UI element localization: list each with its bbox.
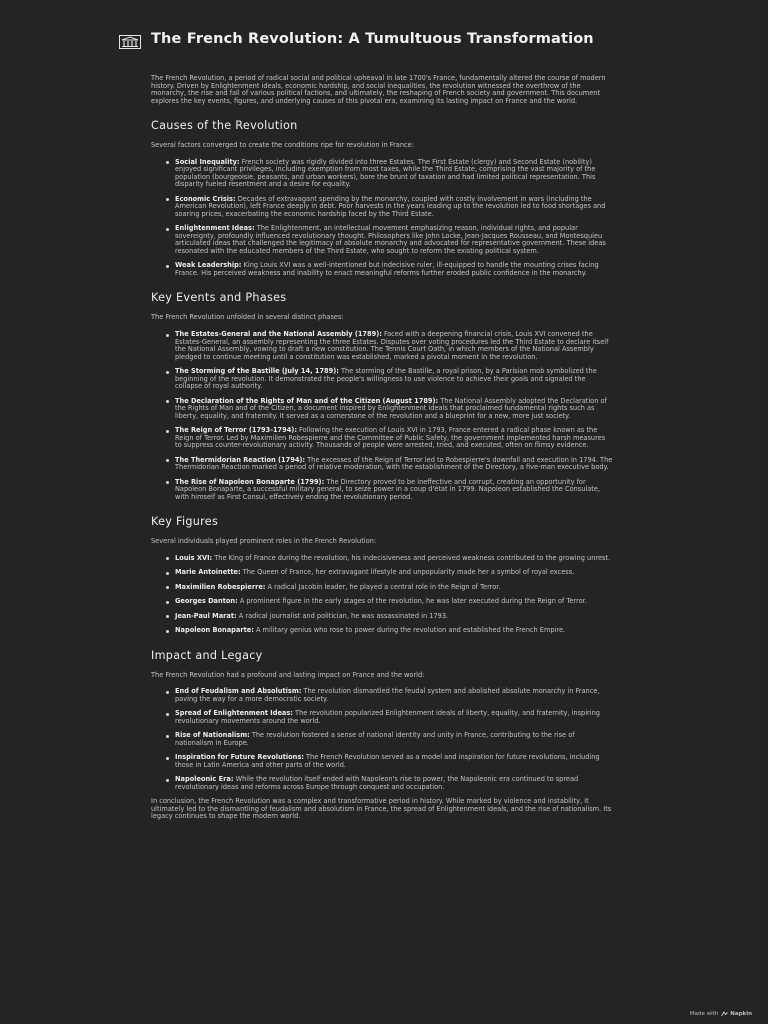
list-item (175, 262, 613, 277)
list-item-text: The storming of the Bastille, a royal prison, by a Parisian mob symbolized the beginning of the revolution. It demonstrated the people's willingness to use violence to achieve their goals and signaled the collapse of royal authority. (175, 367, 597, 391)
list-item (175, 569, 613, 577)
list-item-term: Napoleonic Era: (175, 775, 234, 784)
intro-paragraph: The French Revolution, a period of radical social and political upheaval in late 1700's France, fundamentally altered the course of modern history. Driven by Enlightenment ideals, economic hardship, and social inequalities, the revolution witnessed the overthrow of the monarchy, the rise and fall of various political factions, and ultimately, the reshaping of French society and government. This document explores the key events, figures, and underlying causes of this pivotal era, examining its lasting impact on France and the world. (151, 74, 606, 105)
sections-container (119, 119, 613, 821)
made-with-label: Made with (689, 1011, 719, 1017)
section (151, 291, 613, 501)
list-item (175, 688, 613, 703)
list-item-text: The Queen of France, her extravagant lifestyle and unpopularity made her a symbol of royal excess. (240, 568, 575, 577)
list-item-term: Social Inequality: (175, 157, 240, 166)
list-item-term: Weak Leadership: (175, 261, 242, 270)
list-item-text: Following the execution of Louis XVI in 1793, France entered a radical phase known as the Reign of Terror. Led by Maximilien Robespierre and the Committee of Public Safety, the government implemented harsh measures to suppress counter-revolutionary activity. Thousands of people were arrested, tried, and executed, often on flimsy evidence. (175, 426, 606, 450)
list-item (175, 732, 613, 747)
list-item-term: Marie Antoinette: (175, 568, 241, 577)
list-item-term: The Storming of the Bastille (July 14, 1789): (175, 367, 339, 376)
list-item-term: Georges Danton: (175, 597, 238, 606)
list-item (175, 159, 613, 189)
list-item (175, 368, 613, 391)
bullet-list (151, 688, 613, 791)
list-item-text: The Enlightenment, an intellectual movement emphasizing reason, individual rights, and popular sovereignty, profoundly influenced revolutionary thought. Philosophers like John Locke, Jean-Jacques Rousseau, and Montesquieu articulated ideas that challenged the legitimacy of absolute monarchy and advocated for representative government. These ideas resonated with the educated members of the Third Estate, who sought to reform the existing political system. (175, 224, 606, 255)
list-item-term: Louis XVI: (175, 553, 213, 562)
list-item-text: King Louis XVI was a well-intentioned but indecisive ruler, ill-equipped to handle the mounting crises facing France. His perceived weakness and inability to enact meaningful reforms further eroded public confidence in the monarchy. (175, 261, 599, 277)
list-item-term: Maximilien Robespierre: (175, 582, 266, 591)
section-intro: The French Revolution unfolded in several distinct phases: (151, 313, 344, 322)
list-item (175, 196, 613, 219)
section (151, 515, 613, 635)
brand-label: Napkin (730, 1011, 752, 1017)
title-row (119, 32, 613, 49)
list-item (175, 627, 613, 635)
list-item-text: Decades of extravagant spending by the monarchy, coupled with costly involvement in wars (including the American Revolution), left France deeply in debt. Poor harvests in the years leading up to the revolution led to food shortages and soaring prices, exacerbating the economic hardship faced by the Third Estate. (175, 194, 606, 218)
list-item (175, 598, 613, 606)
section-heading: Impact and Legacy (151, 648, 263, 662)
list-item-text: The National Assembly adopted the Declaration of the Rights of Man and of the Citizen, a document inspired by Enlightenment ideals that proclaimed fundamental rights such as liberty, equality, and fraternity. It served as a cornerstone of the revolution and a blueprint for a new, more just society. (175, 396, 607, 420)
section-heading: Key Events and Phases (151, 291, 287, 305)
list-item-term: The Estates-General and the National Assembly (1789): (175, 330, 382, 339)
section (151, 119, 613, 277)
list-item (175, 555, 613, 563)
list-item (175, 225, 613, 255)
list-item-term: End of Feudalism and Absolutism: (175, 687, 302, 696)
document (119, 32, 613, 821)
list-item (175, 398, 613, 421)
section-intro: Several factors converged to create the conditions ripe for revolution in France: (151, 141, 414, 150)
list-item-term: Rise of Nationalism: (175, 731, 250, 740)
list-item-term: Inspiration for Future Revolutions: (175, 753, 304, 762)
list-item (175, 776, 613, 791)
section-intro: Several individuals played prominent roles in the French Revolution: (151, 537, 377, 546)
list-item-text: French society was rigidly divided into three Estates. The First Estate (clergy) and Second Estate (nobility) enjoyed significant privileges, including exemption from most taxes, while the Third Estate, comprising the vast majority of the population (bourgeoisie, peasants, and urban workers), bore the brunt of taxation and had limited political representation. This disparity fueled resentment and a desire for equality. (175, 157, 596, 189)
bullet-list (151, 159, 613, 278)
list-item-term: The Declaration of the Rights of Man and of the Citizen (August 1789): (175, 396, 439, 405)
bullet-list (151, 331, 613, 501)
section-heading: Causes of the Revolution (151, 119, 298, 133)
list-item-text: A radical Jacobin leader, he played a central role in the Reign of Terror. (265, 582, 501, 591)
list-item-text: The excesses of the Reign of Terror led to Robespierre's downfall and execution in 1794. The Thermidorian Reaction marked a period of relative moderation, with the establishment of the Directory, a five-man executive body. (175, 455, 613, 472)
section-intro: The French Revolution had a profound and lasting impact on France and the world: (151, 670, 425, 679)
list-item-term: Enlightenment Ideas: (175, 224, 255, 233)
list-item-term: Napoleon Bonaparte: (175, 626, 254, 635)
list-item (175, 457, 613, 472)
document-title: The French Revolution: A Tumultuous Transformation (151, 31, 594, 47)
building-columns-icon (119, 35, 141, 49)
list-item (175, 584, 613, 592)
list-item (175, 754, 613, 769)
list-item (175, 479, 613, 502)
list-item-text: The revolution popularized Enlightenment ideals of liberty, equality, and fraternity, inspiring revolutionary movements around the world. (175, 709, 600, 725)
list-item-text: While the revolution itself ended with Napoleon's rise to power, the Napoleonic era continued to spread revolutionary ideas and reforms across Europe through conquest and occupation. (175, 775, 579, 791)
list-item-text: The revolution fostered a sense of national identity and unity in France, contributing to the rise of nationalism in Europe. (175, 731, 575, 747)
list-item-text: The French Revolution served as a model and inspiration for future revolutions, including those in Latin America and other parts of the world. (175, 753, 600, 769)
list-item-text: A military genius who rose to power during the revolution and established the French Empire. (253, 626, 566, 635)
list-item (175, 710, 613, 725)
list-item-term: Spread of Enlightenment Ideas: (175, 709, 293, 718)
bullet-list (151, 555, 613, 635)
list-item-text: The King of France during the revolution, his indecisiveness and perceived weakness contributed to the growing unrest. (212, 553, 611, 562)
list-item-text: Faced with a deepening financial crisis, Louis XVI convened the Estates-General, an assembly representing the three Estates. Disputes over voting procedures led the Third Estate to declare itself the National Assembly, vowing to draft a new constitution. The Tennis Court Oath, in which members of the National Assembly pledged to continue meeting until a constitution was established, marked a pivotal moment in the revolution. (175, 330, 609, 361)
list-item-term: The Thermidorian Reaction (1794): (175, 455, 306, 464)
napkin-logo-icon (721, 1011, 728, 1017)
list-item (175, 427, 613, 450)
list-item-term: The Rise of Napoleon Bonaparte (1799): (175, 477, 325, 486)
list-item (175, 613, 613, 621)
list-item-text: The Directory proved to be ineffective and corrupt, creating an opportunity for Napoleon Bonaparte, a successful military general, to seize power in a coup d'état in 1799. Napoleon established the Consulate, with himself as First Consul, effectively ending the revolutionary period. (175, 477, 601, 501)
list-item-term: Economic Crisis: (175, 194, 236, 203)
conclusion-paragraph: In conclusion, the French Revolution was a complex and transformative period in history. While marked by violence and instability, it ultimately led to the dismantling of feudalism and absolutism in France, the spread of Enlightenment ideals, and the rise of nationalism. Its legacy continues to shape the modern world. (151, 797, 612, 821)
footer (690, 1011, 752, 1017)
section-heading: Key Figures (151, 515, 219, 529)
list-item-text: The revolution dismantled the feudal system and abolished absolute monarchy in France, paving the way for a more democratic society. (175, 687, 600, 703)
list-item-term: The Reign of Terror (1793-1794): (175, 426, 297, 435)
list-item-term: Jean-Paul Marat: (175, 611, 237, 620)
list-item-text: A prominent figure in the early stages of the revolution, he was later executed during the Reign of Terror. (237, 597, 587, 606)
section (151, 649, 613, 821)
list-item-text: A radical journalist and politician, he was assassinated in 1793. (236, 611, 449, 620)
list-item (175, 331, 613, 361)
